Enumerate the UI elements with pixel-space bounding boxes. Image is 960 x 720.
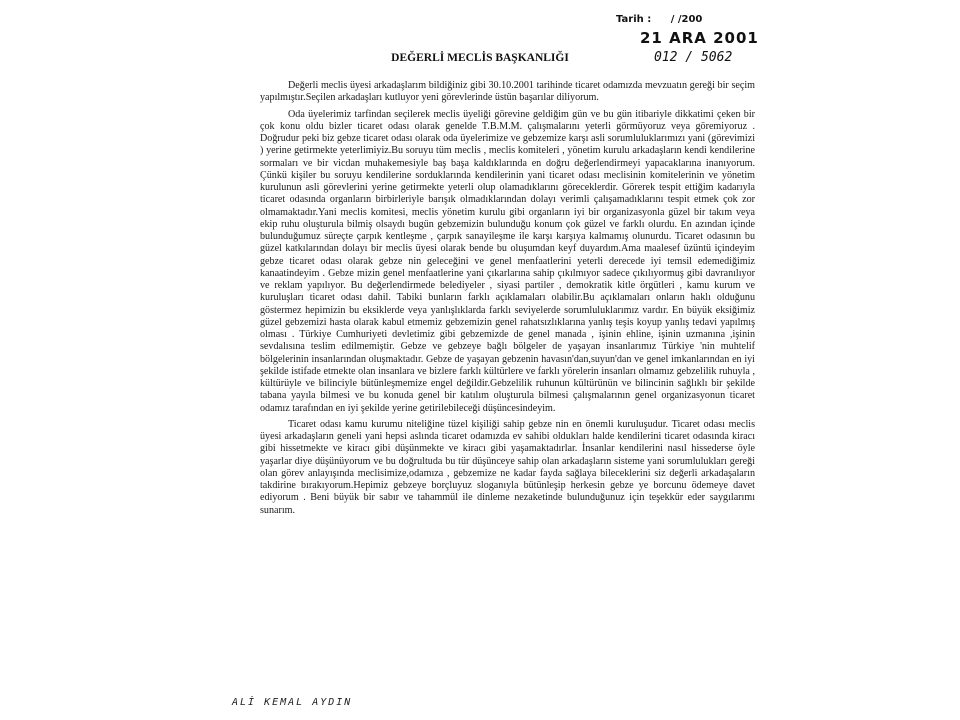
tarih-label: Tarih :	[616, 14, 652, 25]
letter-body	[260, 80, 755, 521]
handwritten-signature: ALİ KEMAL AYDIN	[232, 697, 353, 708]
letter-title: DEĞERLİ MECLİS BAŞKANLIĞI	[391, 52, 569, 64]
paragraph-3: Ticaret odası kamu kurumu niteliğine tüzel kişiliği sahip gebze nin en önemli kuruluşudur. Ticaret odası meclis üyesi arkadaşların geneli yani hepsi aslında ticaret odamızda ev sahibi oldukları halde kendilerini ticaret odasında kiracı gibi hissetmekte ve kiracı gibi düşünmekte ve kiracı gibi yaşamaktadırlar. İnsanlar kendilerini nasıl hissederse öyle yaşarlar diye düşünüyorum ve bu doğrultuda bu tür düşünceye sahip olan arkadaşların sisteme yani sorumlulukları gereği olan görev anlayışında meclisimize,odamıza , gebzemize ne kadar fayda sağlaya bileceklerini siz değerli arkadaşaların takdirine bırakıyorum.Hepimiz gebzeye borçluyuz sloganıyla bütünleşip herkesin gebze ye borcunu ödemeye davet ediyorum . Beni büyük bir sabır ve tahammül ile dinleme nezaketinde bulunduğunuz için teşekkür eder saygılarımı sunarım.	[260, 418, 755, 516]
paragraph-2: Oda üyelerimiz tarfindan seçilerek meclis üyeliği görevine geldiğim gün ve bu gün itibariyle dikkatimi çeken bir çok konu oldu bizler ticaret odası olarak genelde T.B.M.M. çalışmalarını yeterli görmüyoruz veya göremiyoruz . Doğrudur peki biz gebze ticaret odası olarak oda üyelerimize ve gebzemize karşı asli sorumluluklarımızı yani (görevimizi ) yerine getirmekte yeterlimiyiz.Bu soruyu tüm meclis , meclis komiteleri , yönetim kurulu arkadaşların kendi kendilerine sormaları ve bir vicdan muhakemesiyle baş başa kaldıklarında en doğru değerlendirmeyi yapacaklarına inanıyorum. Çünkü kişiler bu soruyu kendilerine sorduklarında kendilerinin yani ticaret odası meclisinin komitelerinin ve yönetim kurulunun asli görevlerini yerine getirmekte yeterli olup olamadıklarını göreceklerdir. Görerek tespit ettiğim kadarıyla ticaret odasında organların birbirleriyle barışık olmadıklarından dolayı verimli çalışamadıklarını tespit etmek çok zor olmamaktadır.Yani meclis komitesi, meclis yönetim kurulu gibi organların iyi bir organizasyonla güzel bir takım veya ekip ruhu oluşturula bilmiş olsaydı bugün gebzemizin bulunduğu konum çok güzel ve farklı olurdu. En azından içinde bulunduğumuz süreçte çarpık kentleşme , çarpık sanayileşme ile karşı karşıya kalmamış olunurdu. Ticaret odasının bu güzel katkılarından dolayı bir meclis üyesi olarak bende bu oluşumdan keyf duyardım.Ama maalesef üzüntü içindeyim gebze ticaret odası olarak gebze nin geleceğini ve genel menfaatlerini yeterli derecede iyi temsil edemediğimiz kanaatindeyim . Gebze mizin genel menfaatlerine yani çıkarlarına sahip çıkılmıyor sadece çıkılıyormuş gibi davranılıyor ve reklam yapılıyor. Bu değerlendirmede belediyeler , siyasi partiler , demokratik kitle örgütleri , kamu kurum ve kuruluşları ticaret odası dahil. Tabiki bunların farklı açıklamaları olabilir.Bu açıklamaları onların haklı olduğunu göstermez hepimizin bu eksiklerde veya yanlışlıklarda farklı seviyelerde sorumluluklarımız vardır. En büyük eksiğimiz güzel gebzemizi hasta olarak kabul etmemiz gebzemizin genel rahatsızlıklarına yanlış teşis koyup yanlış tedavi yapılmış olması . Türkiye Cumhuriyeti devletimiz gibi gebzemizde de genel manada , işinin ehline, işinin uzmanına ,işinin sevdalısına teslim edilmemiştir. Gebze ve gebzeye bağlı bölgeler de yaşayan insanlarımız Türkiye 'nin muhtelif bölgelerinin insanlarından oluşmaktadır. Gebze de yaşayan gebzenin havasın'dan,suyun'dan ve genel imkanlarından en iyi şekilde istifade etmekte olan insanlara ve bizlere farklı kültürlere ve farklı yörelerin insanları olmamız gebzelilik ruhuyla , kültürüyle ve bilinciyle bütünleşmemize engel değildir.Gebzelilik ruhunun kültürünün ve bilincinin sağlıklı bir şekilde tabana yayıla bilmesi ve bu konuda genel bir katılım oluşturula bilmesi çalışmalarının genel organizasyonun ticaret odamız tarafından en iyi şekilde yerine getirilebileceği düşüncesindeyim.	[260, 108, 755, 414]
tarih-field	[616, 14, 702, 25]
paragraph-1: Değerli meclis üyesi arkadaşlarım bildiğiniz gibi 30.10.2001 tarihinde ticaret odamızda mevzuatın gereği bir seçim yapılmıştır.Seçilen arkadaşları kutluyor yeni görevlerinde üstün başarılar diliyorum.	[260, 80, 755, 104]
document-number: 012 / 5062	[654, 50, 733, 65]
stamp-date: 21 ARA 2001	[640, 29, 759, 47]
tarih-blank: / /200	[670, 14, 703, 25]
